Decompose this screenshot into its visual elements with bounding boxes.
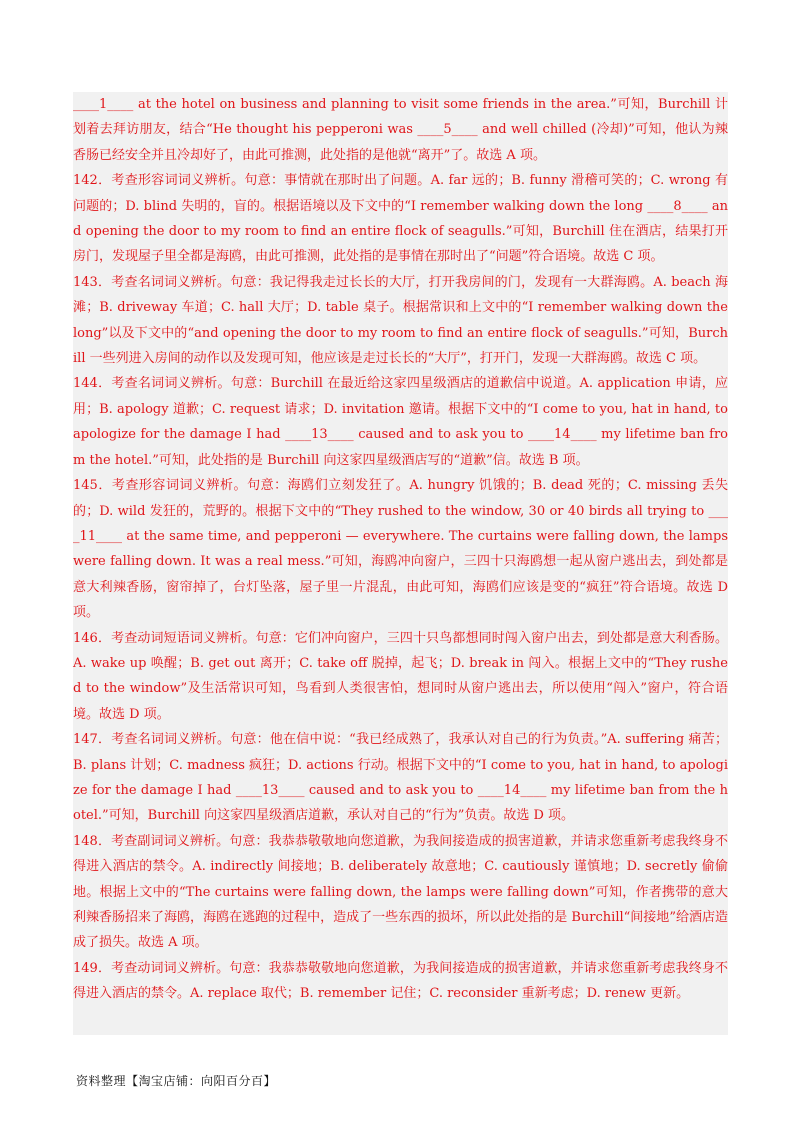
paragraph-q145: 145．考查形容词词义辨析。句意：海鸥们立刻发狂了。A. hungry 饥饿的；B. dead 死的；C. missing 丢失的；D. wild 发狂的，荒野的。根据下文中的“They rushed to the window, 30 or 40 birds all trying to ____11____ at the same time, and pepperoni — everywhere. The curtains were falling down, the lamps were falling down. It was a real mess.”可知，海鸥冲向窗户，三四十只海鸥想一起从窗户逃出去，到处都是意大利辣香肠，窗帘掉了，台灯坠落，屋子里一片混乱，由此可知，海鸥们应该是变的“疯狂”符合语境。故选 D 项。	[73, 478, 728, 621]
paragraph-q148: 148．考查副词词义辨析。句意：我恭恭敬敬地向您道歉，为我间接造成的损害道歉，并请求您重新考虑我终身不得进入酒店的禁令。A. indirectly 间接地；B. deliberately 故意地；C. cautiously 谨慎地；D. secretly 偷偷地。根据上文中的“The curtains were falling down, the lamps were falling down”可知，作者携带的意大利辣香肠招来了海鸥，海鸥在逃跑的过程中，造成了一些东西的损坏，所以此处指的是 Burchill“间接地”给酒店造成了损失。故选 A 项。	[73, 833, 728, 951]
paragraph-q147: 147．考查名词词义辨析。句意：他在信中说：“我已经成熟了，我承认对自己的行为负责。”A. suffering 痛苦；B. plans 计划；C. madness 疯狂；D. actions 行动。根据下文中的“I come to you, hat in hand, to apologize for the damage I had ____13____ caused and to ask you to ____14____ my lifetime ban from the hotel.”可知，Burchill 向这家四星级酒店道歉，承认对自己的“行为”负责。故选 D 项。	[73, 732, 728, 824]
paragraph-q146: 146．考查动词短语词义辨析。句意：它们冲向窗户，三四十只鸟都想同时闯入窗户出去，到处都是意大利香肠。A. wake up 唤醒；B. get out 离开；C. take off 脱掉，起飞；D. break in 闯入。根据上文中的“They rushed to the window”及生活常识可知，鸟看到人类很害怕，想同时从窗户逃出去，所以使用“闯入”窗户，符合语境。故选 D 项。	[73, 630, 728, 722]
paragraph-q144: 144．考查名词词义辨析。句意：Burchill 在最近给这家四星级酒店的道歉信中说道。A. application 申请，应用；B. apology 道歉；C. request 请求；D. invitation 邀请。根据下文中的“I come to you, hat in hand, to apologize for the damage I had ____13____ caused and to ask you to ____14____ my lifetime ban from the hotel.”可知，此处指的是 Burchill 向这家四星级酒店写的“道歉”信。故选 B 项。	[73, 376, 728, 468]
paragraph-q143: 143．考查名词词义辨析。句意：我记得我走过长长的大厅，打开我房间的门，发现有一大群海鸥。A. beach 海滩；B. driveway 车道；C. hall 大厅；D. table 桌子。根据常识和上文中的“I remember walking down the long”以及下文中的“and opening the door to my room to find an entire flock of seagulls.”可知，Burchill 一些列进入房间的动作以及发现可知，他应该是走过长长的“大厅”，打开门，发现一大群海鸥。故选 C 项。	[73, 274, 728, 367]
paragraph-continuation: ____1____ at the hotel on business and planning to visit some friends in the area.”可知，Burchill 计划着去拜访朋友，结合“He thought his pepperoni was ____5____ and well chilled (冷却)”可知，他认为辣香肠已经安全并且冷却好了，由此可推测，此处指的是他就“离开”了。故选 A 项。	[73, 97, 728, 163]
paragraph-q142: 142．考查形容词词义辨析。句意：事情就在那时出了问题。A. far 远的；B. funny 滑稽可笑的；C. wrong 有问题的；D. blind 失明的，盲的。根据语境以及下文中的“I remember walking down the long ____8____ and opening the door to my room to find an entire flock of seagulls.”可知，Burchill 住在酒店，结果打开房门，发现屋子里全都是海鸥，由此可推测，此处指的是事情在那时出了“问题”符合语境。故选 C 项。	[73, 173, 728, 265]
answer-explanations	[73, 92, 728, 1035]
footer-source-note: 资料整理【淘宝店铺：向阳百分百】	[76, 1074, 277, 1088]
paragraph-q149: 149．考查动词词义辨析。句意：我恭恭敬敬地向您道歉，为我间接造成的损害道歉，并请求您重新考虑我终身不得进入酒店的禁令。A. replace 取代；B. remember 记住；C. reconsider 重新考虑；D. renew 更新。	[73, 960, 728, 1002]
